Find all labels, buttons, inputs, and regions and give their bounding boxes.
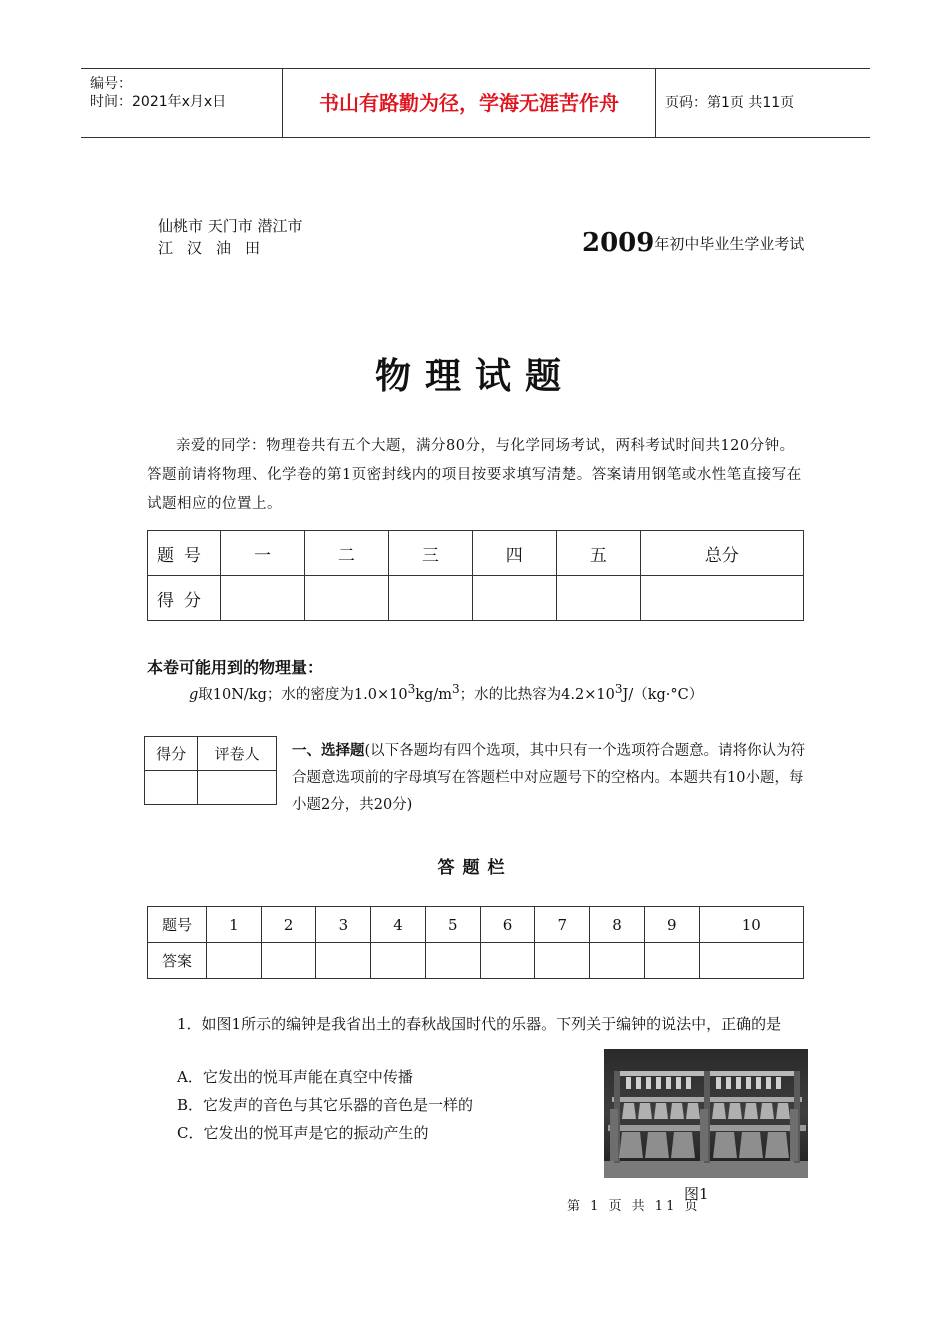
grader-name-cell — [198, 771, 277, 805]
page-title: 物理试题 — [374, 355, 575, 397]
answer-bar-title: 答题栏 — [437, 858, 513, 878]
answer-cell — [261, 943, 316, 979]
constants-line — [189, 682, 703, 704]
score-col-4: 四 — [472, 531, 556, 576]
question-1-stem: 1．如图1所示的编钟是我省出土的春秋战国时代的乐器。下列关于编钟的说法中，正确的是 — [177, 1015, 782, 1033]
answer-cell — [316, 943, 371, 979]
number-label: 编号： — [90, 76, 132, 92]
document-header — [81, 68, 870, 138]
constants-exp-3: 3 — [614, 682, 623, 696]
answer-number: 1 — [207, 907, 262, 943]
answer-number: 3 — [316, 907, 371, 943]
time-label: 时间：2021年x月x日 — [90, 94, 227, 110]
answer-row-label-answer: 答案 — [148, 943, 207, 979]
question-1-option-a: A．它发出的悦耳声能在真空中传播 — [177, 1068, 413, 1086]
exam-title: 年初中毕业生学业考试 — [654, 235, 805, 253]
question-1 — [147, 1010, 807, 1038]
section-1-instructions — [292, 738, 817, 819]
bianzhong-photo — [604, 1049, 808, 1178]
g-symbol: g — [189, 686, 199, 703]
section-1-text: (以下各题均有四个选项，其中只有一个选项符合题意。请将你认为符合题意选项前的字母填写在答题栏中对应题号下的空格内。本题共有10小题，每小题2分，共20分) — [292, 743, 806, 813]
grader-empty-row — [145, 771, 277, 805]
intro-paragraph: 亲爱的同学：物理卷共有五个大题，满分80分，与化学同场考试，两科考试时间共120分钟。答题前请将物理、化学卷的第1页密封线内的项目按要求填写清楚。答案请用钢笔或水性笔直接写在试题相应的位置上。 — [147, 438, 802, 512]
grader-table — [144, 736, 277, 805]
answer-cell — [480, 943, 535, 979]
answer-number-row — [148, 907, 804, 943]
constants-text-2: kg/m — [415, 686, 452, 703]
constants-text-4: J/（kg·°C） — [622, 686, 704, 703]
exam-year: 2009 — [582, 228, 655, 258]
score-cell — [472, 576, 556, 621]
question-1-option-c: C．它发出的悦耳声是它的振动产生的 — [177, 1124, 429, 1142]
header-page-code: 页码：第1页 共11页 — [665, 95, 795, 111]
answer-cell — [535, 943, 590, 979]
answer-row-label-number: 题号 — [148, 907, 207, 943]
section-1-heading: 一、选择题 — [292, 743, 365, 759]
constants-text-1: 取10N/kg；水的密度为1.0×10 — [198, 686, 408, 703]
score-cell — [388, 576, 472, 621]
answer-number: 6 — [480, 907, 535, 943]
answer-cell — [371, 943, 426, 979]
question-1-option-b: B．它发声的音色与其它乐器的音色是一样的 — [177, 1096, 474, 1114]
answer-number: 7 — [535, 907, 590, 943]
score-row-label-score: 得分 — [148, 576, 221, 621]
answer-cell — [699, 943, 803, 979]
score-table — [147, 530, 804, 621]
constants-text-3: ；水的比热容为4.2×10 — [459, 686, 615, 703]
grader-score-label: 得分 — [145, 737, 198, 771]
answer-table — [147, 906, 804, 979]
answer-cell — [644, 943, 699, 979]
answer-cell — [207, 943, 262, 979]
score-col-total: 总分 — [640, 531, 803, 576]
answer-cell — [590, 943, 645, 979]
answer-number: 5 — [425, 907, 480, 943]
score-cell — [304, 576, 388, 621]
score-col-2: 二 — [304, 531, 388, 576]
header-meta — [81, 69, 283, 137]
answer-cell — [425, 943, 480, 979]
grader-header-row — [145, 737, 277, 771]
org-line-2: 江汉油田 — [158, 239, 275, 257]
constants-exp-2: 3 — [451, 682, 460, 696]
score-table-header-row — [148, 531, 804, 576]
answer-fill-row — [148, 943, 804, 979]
figure-1-label: 图1 — [684, 1185, 709, 1203]
constants-exp-1: 3 — [407, 682, 416, 696]
answer-number: 2 — [261, 907, 316, 943]
org-line-1: 仙桃市 天门市 潜江市 — [158, 217, 303, 235]
grader-score-cell — [145, 771, 198, 805]
score-row-label-number: 题号 — [148, 531, 221, 576]
score-table-score-row — [148, 576, 804, 621]
answer-number: 4 — [371, 907, 426, 943]
exam-name — [582, 228, 804, 258]
score-col-5: 五 — [556, 531, 640, 576]
answer-number: 10 — [699, 907, 803, 943]
score-cell — [556, 576, 640, 621]
answer-number: 8 — [590, 907, 645, 943]
score-col-3: 三 — [388, 531, 472, 576]
page-footer: 第 1 页 共 11 页 — [567, 1199, 701, 1214]
answer-number: 9 — [644, 907, 699, 943]
grader-name-label: 评卷人 — [198, 737, 277, 771]
score-cell — [640, 576, 803, 621]
constants-heading: 本卷可能用到的物理量： — [147, 658, 324, 677]
header-motto: 书山有路勤为径，学海无涯苦作舟 — [283, 69, 656, 137]
score-col-1: 一 — [221, 531, 305, 576]
score-cell — [221, 576, 305, 621]
